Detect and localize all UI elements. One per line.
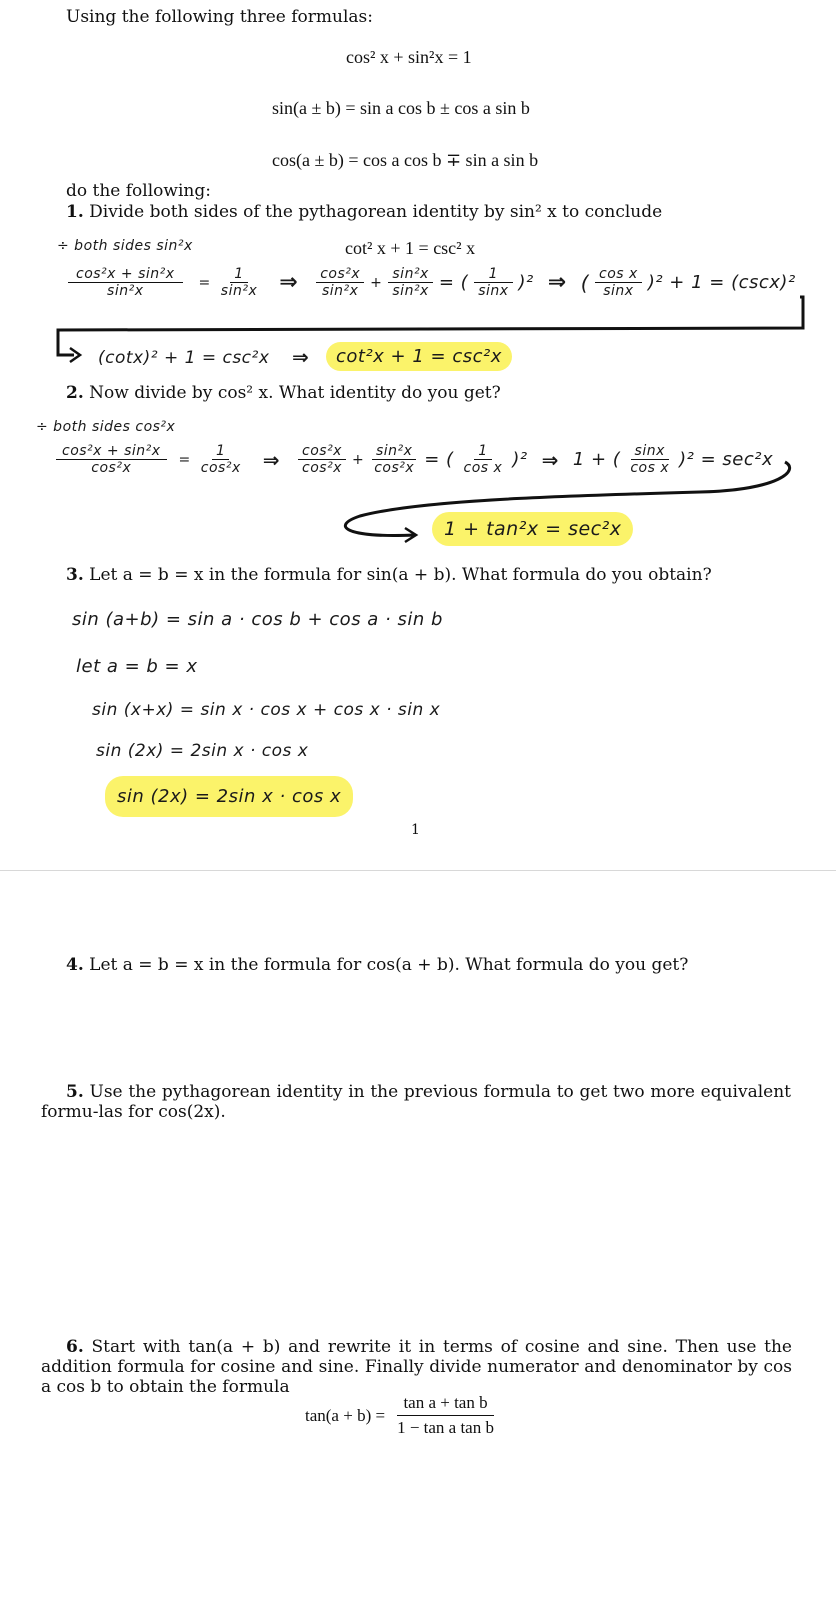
denominator: sin²x (220, 283, 258, 299)
implies-arrow-2: ⇒ (547, 270, 567, 295)
numerator: tan a + tan b (397, 1393, 493, 1416)
squared-close: )² (518, 272, 534, 293)
denominator: sinx (474, 282, 512, 299)
q1-line2: (cotx)² + 1 = csc²x (98, 348, 270, 368)
implies-arrow: ⇒ (279, 270, 299, 295)
question-3 (66, 565, 712, 585)
numerator: 1 (230, 266, 247, 283)
q1-target-formula: cot² x + 1 = csc² x (345, 238, 476, 258)
equals-sign: = (178, 451, 191, 468)
plus-sign: + (351, 451, 365, 468)
denominator: sinx (603, 283, 634, 299)
denominator: sin²x (321, 283, 359, 299)
q2-result-highlight: 1 + tan²x = sec²x (432, 512, 633, 546)
q2-handwritten-note: ÷ both sides cos²x (36, 419, 176, 435)
open-paren: ( (580, 270, 590, 295)
question-text: Now divide by cos² x. What identity do you get? (89, 383, 501, 403)
q3-work-line3: sin (x+x) = sin x · cos x + cos x · sin x (92, 700, 441, 720)
denominator: cos²x (374, 460, 415, 476)
question-number: 5. (66, 1082, 84, 1102)
one-plus-paren: 1 + ( (572, 449, 621, 470)
denominator: cos²x (200, 460, 241, 476)
formula-pythagorean: cos² x + sin²x = 1 (346, 47, 472, 67)
question-text: Let a = b = x in the formula for cos(a + b). What formula do you get? (89, 955, 689, 975)
q3-work-line4: sin (2x) = 2sin x · cos x (96, 741, 309, 761)
question-5 (41, 1082, 791, 1122)
numerator: cos²x (298, 443, 346, 460)
do-following-text: do the following: (66, 181, 211, 201)
formula-sin-sum: sin(a ± b) = sin a cos b ± cos a sin b (272, 98, 530, 118)
denominator: sin²x (107, 283, 144, 299)
numerator: 1 (212, 443, 229, 460)
denominator: 1 − tan a tan b (397, 1418, 494, 1437)
question-6 (41, 1337, 792, 1397)
page-number: 1 (411, 822, 420, 838)
squared-close: )² (512, 449, 528, 470)
question-number: 4. (66, 955, 84, 975)
q3-work-line1: sin (a+b) = sin a · cos b + cos a · sin b (72, 609, 443, 630)
numerator: sin²x (372, 443, 416, 460)
question-number: 2. (66, 383, 84, 403)
question-text: Start with tan(a + b) and rewrite it in terms of cosine and sine. Then use the addition formula for cosine and sine. Finally divide numerator and denominator by cos a cos b to obtain the formula (41, 1337, 792, 1397)
q2-tail: )² = sec²x (679, 449, 774, 470)
q3-result-highlight: sin (2x) = 2sin x · cos x (105, 776, 353, 817)
q1-tail: )² + 1 = (cscx)² (647, 272, 796, 293)
question-4 (66, 955, 688, 975)
equals-open-paren: = ( (424, 449, 454, 470)
implies-arrow-2: ⇒ (541, 447, 559, 472)
denominator: sin²x (392, 283, 429, 299)
numerator: sin²x (388, 266, 432, 283)
tan-sum-fraction (393, 1393, 498, 1438)
numerator: cos²x + sin²x (56, 443, 167, 460)
numerator: sinx (631, 443, 669, 460)
denominator: cos x (463, 460, 503, 476)
question-number: 3. (66, 565, 84, 585)
question-text: Divide both sides of the pythagorean identity by sin² x to conclude (89, 202, 663, 222)
question-text: Use the pythagorean identity in the previous formula to get two more equivalent formu-las for cos(2x). (41, 1082, 792, 1122)
page-divider (0, 870, 836, 871)
question-number: 1. (66, 202, 84, 222)
equals-open-paren: = ( (438, 272, 469, 293)
q1-result-highlight: cot²x + 1 = csc²x (326, 342, 512, 371)
q1-handwritten-note: ÷ both sides sin²x (57, 238, 193, 254)
denominator: cos²x (91, 460, 132, 476)
q2-connector-arrow (0, 0, 836, 560)
intro-text: Using the following three formulas: (66, 7, 374, 27)
denominator: cos²x (302, 460, 342, 476)
numerator: 1 (474, 443, 491, 460)
numerator: cos²x + sin²x (68, 266, 183, 283)
equals-sign: = (198, 274, 211, 291)
question-text: Let a = b = x in the formula for sin(a + b). What formula do you obtain? (89, 565, 712, 585)
formula-cos-sum: cos(a ± b) = cos a cos b ∓ sin a sin b (272, 150, 539, 170)
tan-sum-lhs: tan(a + b) = (305, 1405, 386, 1425)
numerator: cos x (595, 266, 642, 283)
numerator: cos²x (316, 266, 364, 283)
q3-work-line2: let a = b = x (76, 656, 198, 677)
plus-sign: + (370, 274, 383, 291)
q1-arrow3: ⇒ (292, 345, 310, 369)
denominator: cos x (630, 460, 670, 476)
question-number: 6. (66, 1337, 84, 1357)
tan-sum-formula (305, 1393, 498, 1438)
numerator: 1 (488, 266, 499, 282)
implies-arrow: ⇒ (262, 447, 281, 472)
